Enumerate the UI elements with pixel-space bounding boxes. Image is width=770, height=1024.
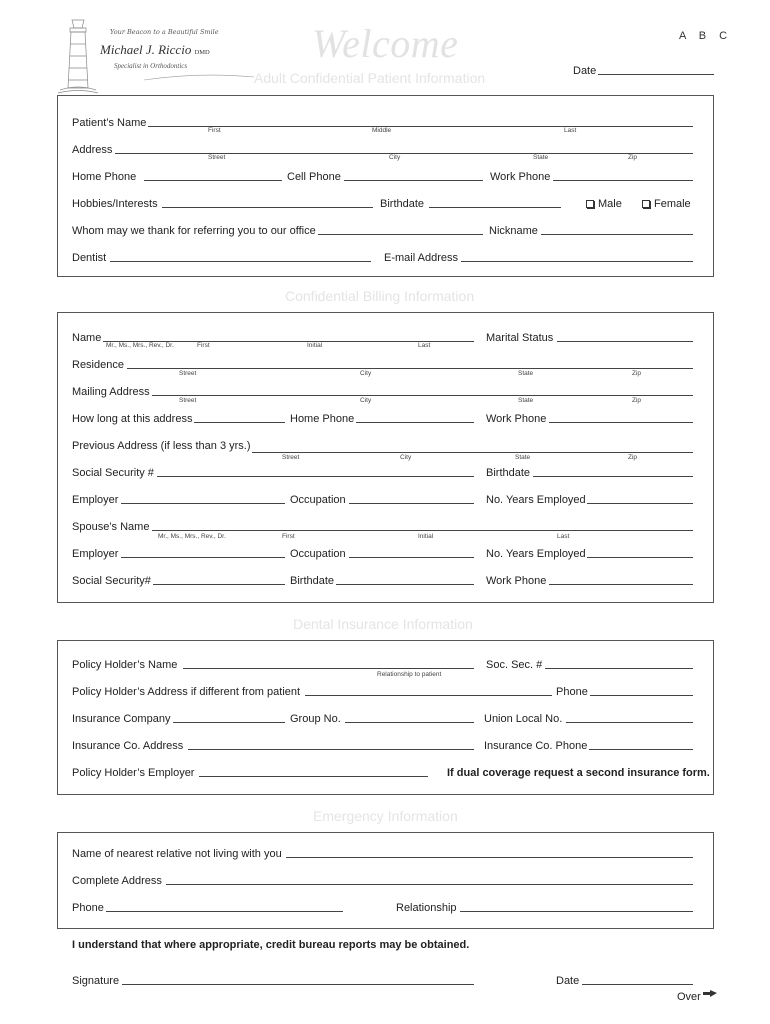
last-hint: Last: [557, 533, 570, 540]
hobbies-label: Hobbies/Interests: [72, 198, 158, 210]
insurance-co-phone-label: Insurance Co. Phone: [484, 740, 588, 752]
city-hint: City: [400, 454, 412, 461]
spouse-years-field[interactable]: [587, 557, 693, 558]
insurance-section-title: Dental Insurance Information: [293, 616, 473, 632]
zip-hint: Zip: [632, 397, 642, 404]
spouse-work-phone-label: Work Phone: [486, 575, 547, 587]
patient-name-label: Patient’s Name: [72, 117, 147, 129]
spouse-occupation-field[interactable]: [349, 557, 474, 558]
spouse-birthdate-label: Birthdate: [290, 575, 335, 587]
spouse-employer-label: Employer: [72, 548, 119, 560]
logo-underline: [144, 74, 254, 82]
years-employed-field[interactable]: [587, 503, 693, 504]
occupation-label: Occupation: [290, 494, 346, 506]
street-hint: Street: [208, 154, 226, 161]
employer-label: Employer: [72, 494, 119, 506]
residence-field[interactable]: [127, 368, 693, 369]
emergency-section-title: Emergency Information: [313, 808, 458, 824]
billing-section: [57, 312, 714, 603]
relative-label: Name of nearest relative not living with you: [72, 848, 282, 860]
holder-employer-field[interactable]: [199, 776, 428, 777]
soc-sec-label: Soc. Sec. #: [486, 659, 543, 671]
patient-section: [57, 95, 714, 277]
years-employed-label: No. Years Employed: [486, 494, 586, 506]
employer-field[interactable]: [121, 503, 285, 504]
emergency-relationship-label: Relationship: [396, 902, 457, 914]
pointing-hand-icon: [702, 989, 718, 999]
home-phone-field[interactable]: [144, 180, 282, 181]
last-hint: Last: [564, 127, 577, 134]
initial-hint: Initial: [418, 533, 434, 540]
city-hint: City: [360, 370, 372, 377]
spouse-ssn-label: Social Security#: [72, 575, 151, 587]
complete-address-label: Complete Address: [72, 875, 162, 887]
billing-name-label: Name: [72, 332, 102, 344]
nickname-label: Nickname: [489, 225, 538, 237]
union-local-field[interactable]: [566, 722, 693, 723]
mailing-address-label: Mailing Address: [72, 386, 150, 398]
first-hint: First: [197, 342, 210, 349]
email-label: E-mail Address: [384, 252, 458, 264]
emergency-relationship-field[interactable]: [460, 911, 693, 912]
marital-status-label: Marital Status: [486, 332, 554, 344]
practice-specialty: Specialist in Orthodontics: [114, 62, 188, 70]
holder-address-label: Policy Holder’s Address if different from patient: [72, 686, 301, 698]
referral-label: Whom may we thank for referring you to our office: [72, 225, 316, 237]
initial-hint: Initial: [307, 342, 323, 349]
insurance-co-address-label: Insurance Co. Address: [72, 740, 184, 752]
email-field[interactable]: [461, 261, 693, 262]
insurance-co-address-field[interactable]: [188, 749, 474, 750]
credit-consent-text: I understand that where appropriate, credit bureau reports may be obtained.: [72, 939, 470, 951]
street-hint: Street: [179, 370, 197, 377]
female-checkbox[interactable]: [642, 199, 691, 210]
date-field[interactable]: [598, 74, 714, 75]
spouse-years-label: No. Years Employed: [486, 548, 586, 560]
address-label: Address: [72, 144, 113, 156]
ssn-field[interactable]: [157, 476, 474, 477]
nickname-field[interactable]: [541, 234, 693, 235]
mailing-address-field[interactable]: [152, 395, 693, 396]
female-label: Female: [654, 198, 691, 210]
how-long-label: How long at this address: [72, 413, 193, 425]
street-hint: Street: [179, 397, 197, 404]
checkbox-icon: [642, 200, 650, 208]
cell-phone-label: Cell Phone: [287, 171, 341, 183]
zip-hint: Zip: [632, 370, 642, 377]
marital-status-field[interactable]: [557, 341, 693, 342]
relationship-hint: Relationship to patient: [377, 671, 442, 678]
policy-holder-label: Policy Holder’s Name: [72, 659, 178, 671]
signature-field[interactable]: [122, 984, 474, 985]
emergency-phone-field[interactable]: [106, 911, 343, 912]
state-hint: State: [515, 454, 531, 461]
zip-hint: Zip: [628, 154, 638, 161]
patient-name-field[interactable]: [148, 126, 693, 127]
male-label: Male: [598, 198, 622, 210]
last-hint: Last: [418, 342, 431, 349]
billing-work-phone-field[interactable]: [549, 422, 693, 423]
billing-home-phone-label: Home Phone: [290, 413, 355, 425]
male-checkbox[interactable]: [586, 199, 622, 210]
billing-work-phone-label: Work Phone: [486, 413, 547, 425]
work-phone-label: Work Phone: [490, 171, 551, 183]
date-label: Date: [573, 65, 597, 77]
billing-home-phone-field[interactable]: [356, 422, 474, 423]
complete-address-field[interactable]: [166, 884, 693, 885]
cell-phone-field[interactable]: [344, 180, 483, 181]
insurance-company-label: Insurance Company: [72, 713, 171, 725]
policy-holder-field[interactable]: [183, 668, 474, 669]
previous-address-field[interactable]: [252, 452, 693, 453]
city-hint: City: [389, 154, 401, 161]
city-hint: City: [360, 397, 372, 404]
insurance-phone-label: Phone: [556, 686, 588, 698]
group-no-label: Group No.: [290, 713, 341, 725]
first-hint: First: [282, 533, 295, 540]
spouse-name-label: Spouse’s Name: [72, 521, 150, 533]
title-hint: Mr., Ms., Mrs., Rev., Dr.: [158, 533, 226, 540]
relative-field[interactable]: [286, 857, 693, 858]
union-local-label: Union Local No.: [484, 713, 563, 725]
spouse-work-phone-field[interactable]: [549, 584, 693, 585]
state-hint: State: [533, 154, 549, 161]
emergency-phone-label: Phone: [72, 902, 104, 914]
work-phone-field[interactable]: [553, 180, 693, 181]
ssn-label: Social Security #: [72, 467, 154, 479]
middle-hint: Middle: [372, 127, 392, 134]
previous-address-label: Previous Address (if less than 3 yrs.): [72, 440, 251, 452]
insurance-phone-field[interactable]: [590, 695, 693, 696]
over-label: Over: [677, 991, 701, 1003]
holder-employer-label: Policy Holder’s Employer: [72, 767, 195, 779]
spouse-employer-field[interactable]: [121, 557, 285, 558]
home-phone-label: Home Phone: [72, 171, 137, 183]
welcome-heading: Welcome: [312, 21, 459, 66]
zip-hint: Zip: [628, 454, 638, 461]
referral-field[interactable]: [318, 234, 483, 235]
footer-date-field[interactable]: [582, 984, 693, 985]
hobbies-field[interactable]: [162, 207, 373, 208]
address-field[interactable]: [115, 153, 693, 154]
birthdate-field[interactable]: [429, 207, 561, 208]
occupation-field[interactable]: [349, 503, 474, 504]
billing-birthdate-label: Birthdate: [486, 467, 531, 479]
spouse-ssn-field[interactable]: [153, 584, 285, 585]
group-no-field[interactable]: [345, 722, 474, 723]
holder-address-field[interactable]: [305, 695, 552, 696]
practice-logo: [52, 14, 222, 94]
title-hint: Mr., Ms., Mrs., Rev., Dr.: [106, 342, 174, 349]
how-long-field[interactable]: [194, 422, 285, 423]
insurance-co-phone-field[interactable]: [589, 749, 693, 750]
doctor-name-text: Michael J. Riccio: [100, 42, 192, 57]
dentist-label: Dentist: [72, 252, 107, 264]
residence-label: Residence: [72, 359, 124, 371]
form-title: Adult Confidential Patient Information: [254, 70, 486, 86]
signature-label: Signature: [72, 975, 120, 987]
spouse-occupation-label: Occupation: [290, 548, 346, 560]
first-hint: First: [208, 127, 221, 134]
footer-date-label: Date: [556, 975, 580, 987]
billing-birthdate-field[interactable]: [533, 476, 693, 477]
soc-sec-field[interactable]: [545, 668, 693, 669]
doctor-name: [100, 42, 210, 58]
spouse-name-field[interactable]: [152, 530, 693, 531]
dual-coverage-note: If dual coverage request a second insurance form.: [447, 767, 710, 779]
state-hint: State: [518, 370, 534, 377]
street-hint: Street: [282, 454, 300, 461]
doctor-degree: DMD: [194, 49, 210, 56]
insurance-company-field[interactable]: [173, 722, 285, 723]
billing-section-title: Confidential Billing Information: [285, 288, 475, 304]
birthdate-label: Birthdate: [380, 198, 425, 210]
state-hint: State: [518, 397, 534, 404]
lighthouse-icon: [58, 18, 98, 94]
form-code: A B C: [679, 30, 733, 42]
spouse-birthdate-field[interactable]: [336, 584, 474, 585]
dentist-field[interactable]: [110, 261, 371, 262]
practice-tagline: Your Beacon to a Beautiful Smile: [110, 28, 219, 36]
checkbox-icon: [586, 200, 594, 208]
